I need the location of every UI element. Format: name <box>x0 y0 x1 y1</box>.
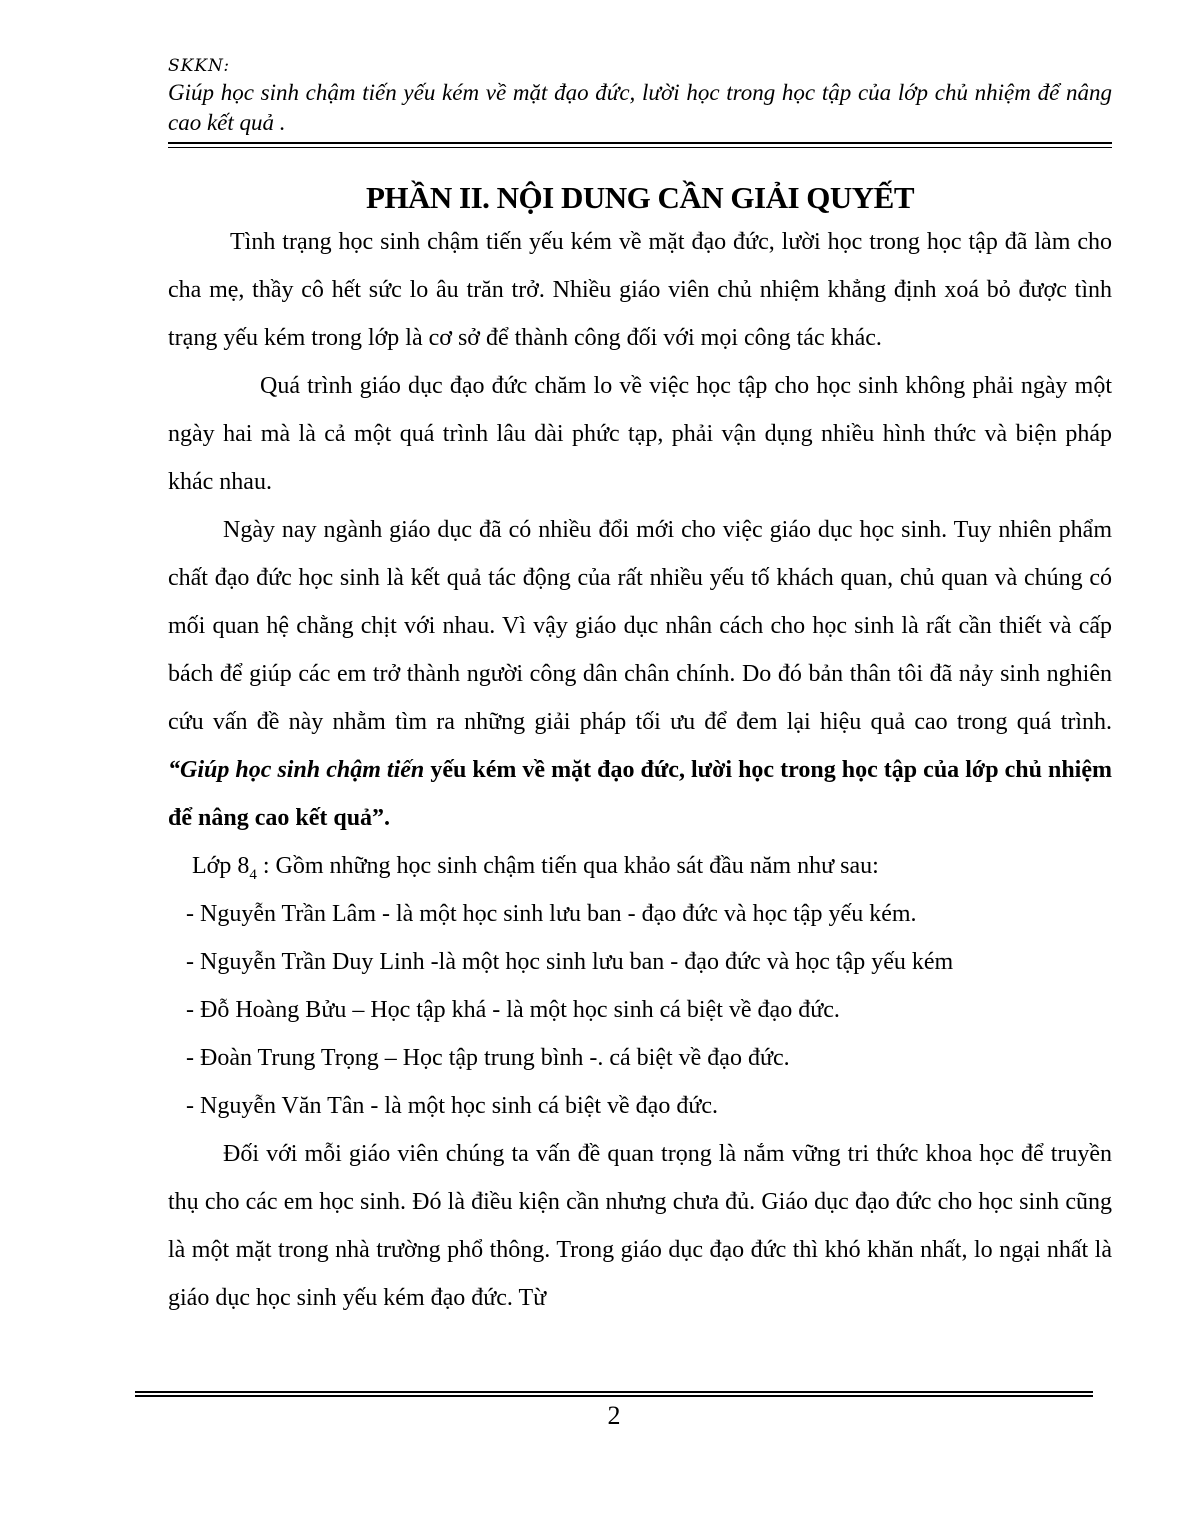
student-list <box>168 890 1112 1130</box>
body-text <box>168 218 1112 1322</box>
student-item: - Nguyễn Trần Lâm - là một học sinh lưu ban - đạo đức và học tập yếu kém. <box>186 901 917 927</box>
topic-quote-bold-italic: “Giúp học sinh chậm tiến <box>168 757 425 783</box>
header-divider <box>168 142 1112 148</box>
page-footer <box>135 1391 1093 1433</box>
paragraph-2: Quá trình giáo dục đạo đức chăm lo về việc học tập cho học sinh không phải ngày một ngày hai mà là cả một quá trình lâu dài phức tạp, phải vận dụng nhiều hình thức và biện pháp khác nhau. <box>168 373 1112 495</box>
page-number: 2 <box>607 1401 621 1430</box>
student-item: - Nguyễn Trần Duy Linh -là một học sinh lưu ban - đạo đức và học tập yếu kém <box>186 949 954 975</box>
paragraph-4: Đối với mỗi giáo viên chúng ta vấn đề quan trọng là nắm vững tri thức khoa học để truyền thụ cho các em học sinh. Đó là điều kiện cần nhưng chưa đủ. Giáo dục đạo đức cho học sinh cũng là một mặt trong nhà trường phổ thông. Trong giáo dục đạo đức thì khó khăn nhất, lo ngại nhất là giáo dục học sinh yếu kém đạo đức. Từ <box>168 1141 1112 1311</box>
class-name: Lớp 8 <box>192 853 250 879</box>
student-item: - Nguyễn Văn Tân - là một học sinh cá biệt về đạo đức. <box>186 1093 718 1119</box>
student-item: - Đoàn Trung Trọng – Học tập trung bình -. cá biệt về đạo đức. <box>186 1045 790 1071</box>
topic-quote-bold: yếu kém về mặt đạo đức, lười học trong học tập của lớp chủ nhiệm để nâng cao kết quả”. <box>168 757 1112 831</box>
section-title: PHẦN II. NỘI DUNG CẦN GIẢI QUYẾT <box>365 180 915 215</box>
page-content <box>168 0 1112 1322</box>
class-intro-text: : Gồm những học sinh chậm tiến qua khảo sát đầu năm như sau: <box>256 853 879 879</box>
paragraph-1: Tình trạng học sinh chậm tiến yếu kém về mặt đạo đức, lười học trong học tập đã làm cho cha mẹ, thầy cô hết sức lo âu trăn trở. Nhiều giáo viên chủ nhiệm khẳng định xoá bỏ được tình trạng yếu kém trong lớp là cơ sở để thành công đối với mọi công tác khác. <box>168 229 1112 351</box>
paragraph-3-text: Ngày nay ngành giáo dục đã có nhiều đổi mới cho việc giáo dục học sinh. Tuy nhiên phẩm chất đạo đức học sinh là kết quả tác động của rất nhiều yếu tố khách quan, chủ quan và chúng có mối quan hệ chằng chịt với nhau. Vì vậy giáo dục nhân cách cho học sinh là rất cần thiết và cấp bách để giúp các em trở thành người công dân chân chính. Do đó bản thân tôi đã nảy sinh nghiên cứu vấn đề này nhằm tìm ra những giải pháp tối ưu để đem lại hiệu quả cao trong quá trình. <box>168 517 1112 735</box>
class-intro-line <box>168 842 1112 890</box>
header-running-title: Giúp học sinh chậm tiến yếu kém về mặt đạo đức, lười học trong học tập của lớp chủ nhiệm để nâng cao kết quả . <box>168 80 1112 135</box>
header-skkn-label: SKKN: <box>168 56 231 76</box>
student-item: - Đỗ Hoàng Bửu – Học tập khá - là một học sinh cá biệt về đạo đức. <box>186 997 840 1023</box>
paragraph-3 <box>168 506 1112 842</box>
footer-divider <box>135 1391 1093 1397</box>
class-number-subscript: 4 <box>249 866 257 883</box>
